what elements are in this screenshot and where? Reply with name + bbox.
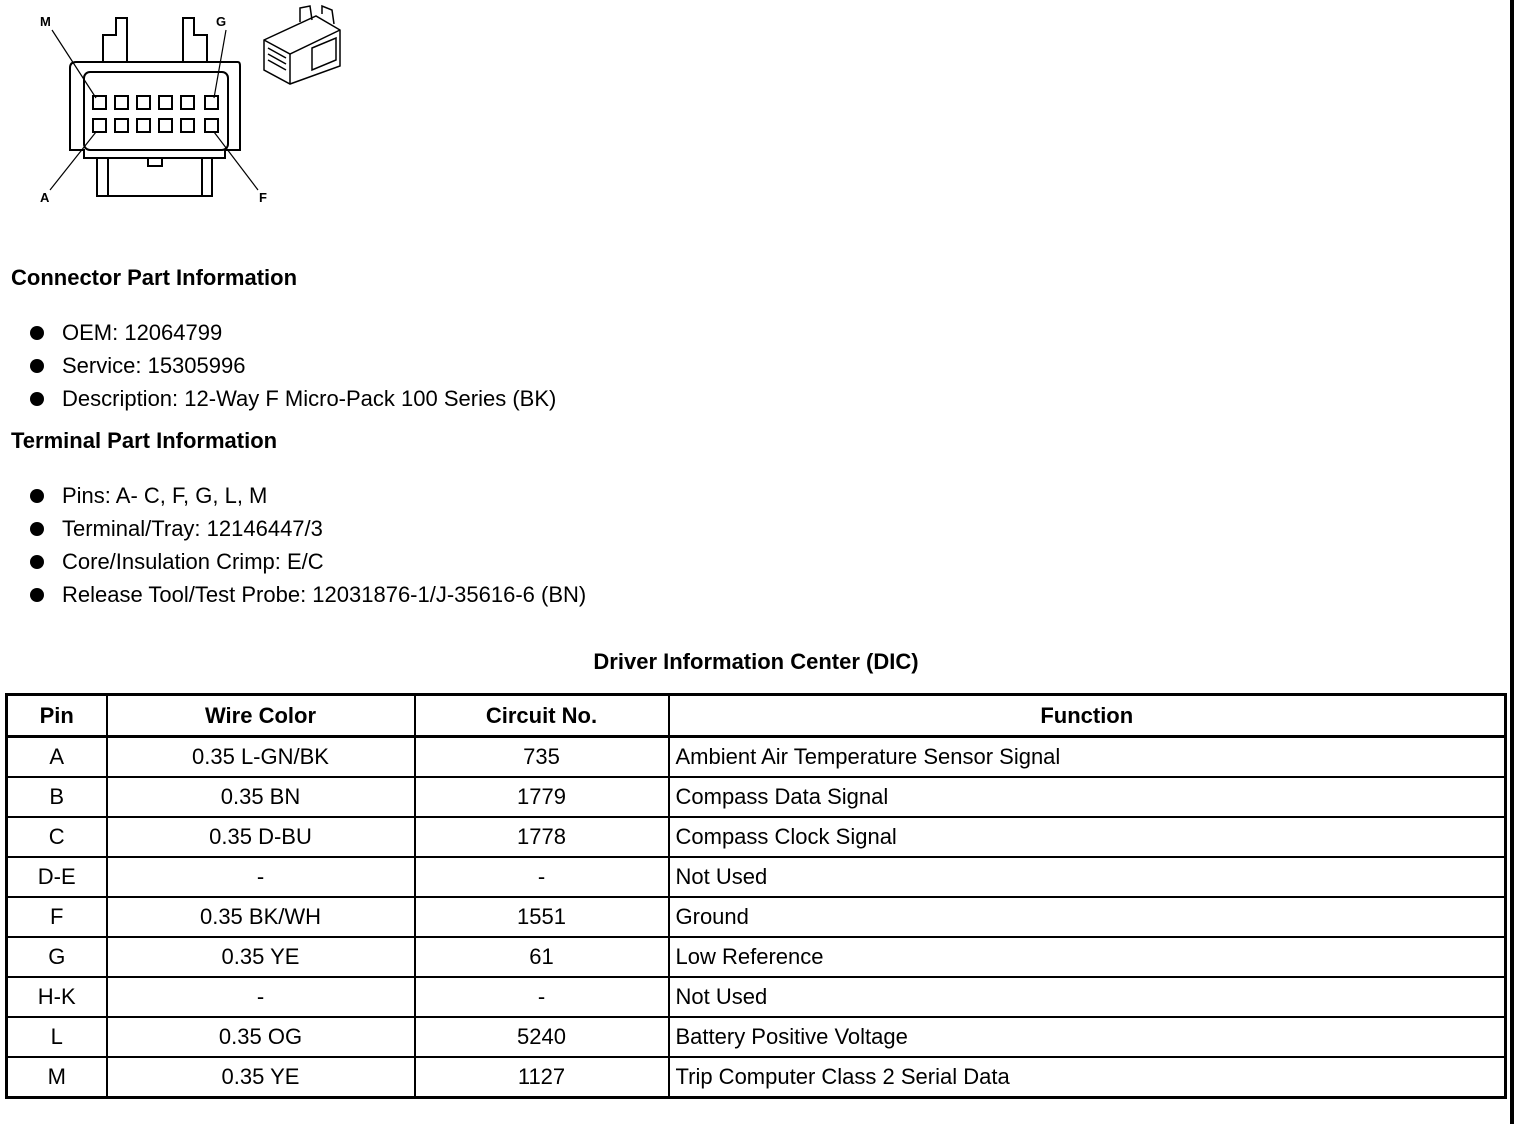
cell-pin: A bbox=[7, 737, 107, 778]
pin-label-m: M bbox=[40, 14, 51, 29]
cell-wire-color: - bbox=[107, 857, 415, 897]
list-item bbox=[30, 545, 586, 578]
table-row bbox=[7, 937, 1506, 977]
cell-pin: G bbox=[7, 937, 107, 977]
terminal-info-list bbox=[30, 479, 586, 611]
cell-pin: H-K bbox=[7, 977, 107, 1017]
pin-label-g: G bbox=[216, 14, 227, 29]
cell-pin: M bbox=[7, 1057, 107, 1098]
cell-circuit-no: 1778 bbox=[415, 817, 669, 857]
table-row bbox=[7, 857, 1506, 897]
table-row bbox=[7, 737, 1506, 778]
terminal-info-item: Terminal/Tray: 12146447/3 bbox=[62, 516, 323, 541]
bullet-icon bbox=[30, 392, 44, 406]
pin-label-a: A bbox=[40, 190, 50, 205]
terminal-info-heading: Terminal Part Information bbox=[11, 428, 278, 453]
cell-wire-color: 0.35 YE bbox=[107, 1057, 415, 1098]
cell-circuit-no: 1551 bbox=[415, 897, 669, 937]
cell-circuit-no: 61 bbox=[415, 937, 669, 977]
connector-info-item: Description: 12-Way F Micro-Pack 100 Series (BK) bbox=[62, 386, 557, 411]
cell-pin: B bbox=[7, 777, 107, 817]
cell-circuit-no: 1779 bbox=[415, 777, 669, 817]
bullet-icon bbox=[30, 555, 44, 569]
cell-pin: L bbox=[7, 1017, 107, 1057]
bullet-icon bbox=[30, 326, 44, 340]
connector-info-item: Service: 15305996 bbox=[62, 353, 246, 378]
table-row bbox=[7, 1057, 1506, 1098]
table-header-row bbox=[7, 695, 1506, 737]
list-item bbox=[30, 479, 586, 512]
cell-function: Compass Data Signal bbox=[669, 777, 1506, 817]
list-item bbox=[30, 349, 556, 382]
cell-pin: F bbox=[7, 897, 107, 937]
connector-info-item: OEM: 12064799 bbox=[62, 320, 223, 345]
cell-circuit-no: 735 bbox=[415, 737, 669, 778]
cell-circuit-no: - bbox=[415, 857, 669, 897]
connector-diagram bbox=[0, 0, 360, 215]
bullet-icon bbox=[30, 489, 44, 503]
list-item bbox=[30, 512, 586, 545]
list-item bbox=[30, 578, 586, 611]
cell-function: Compass Clock Signal bbox=[669, 817, 1506, 857]
cell-wire-color: 0.35 D-BU bbox=[107, 817, 415, 857]
cell-circuit-no: 5240 bbox=[415, 1017, 669, 1057]
column-header-pin: Pin bbox=[7, 695, 107, 737]
cell-function: Not Used bbox=[669, 857, 1506, 897]
cell-function: Battery Positive Voltage bbox=[669, 1017, 1506, 1057]
cell-wire-color: 0.35 YE bbox=[107, 937, 415, 977]
table-row bbox=[7, 817, 1506, 857]
cell-function: Low Reference bbox=[669, 937, 1506, 977]
cell-wire-color: 0.35 OG bbox=[107, 1017, 415, 1057]
list-item bbox=[30, 382, 556, 415]
terminal-info-item: Release Tool/Test Probe: 12031876-1/J-35616-6 (BN) bbox=[62, 582, 587, 607]
cell-wire-color: - bbox=[107, 977, 415, 1017]
list-item bbox=[30, 316, 556, 349]
bullet-icon bbox=[30, 359, 44, 373]
cell-pin: C bbox=[7, 817, 107, 857]
column-header-wire-color: Wire Color bbox=[107, 695, 415, 737]
pinout-table bbox=[5, 693, 1507, 1099]
table-row bbox=[7, 897, 1506, 937]
cell-circuit-no: 1127 bbox=[415, 1057, 669, 1098]
terminal-info-item: Pins: A- C, F, G, L, M bbox=[62, 483, 268, 508]
terminal-info-item: Core/Insulation Crimp: E/C bbox=[62, 549, 324, 574]
bullet-icon bbox=[30, 522, 44, 536]
connector-info-list bbox=[30, 316, 556, 415]
cell-pin: D-E bbox=[7, 857, 107, 897]
connector-info-heading: Connector Part Information bbox=[11, 265, 298, 290]
cell-circuit-no: - bbox=[415, 977, 669, 1017]
cell-wire-color: 0.35 BN bbox=[107, 777, 415, 817]
pin-label-f: F bbox=[259, 190, 267, 205]
table-title: Driver Information Center (DIC) bbox=[593, 649, 919, 674]
table-row bbox=[7, 777, 1506, 817]
cell-function: Trip Computer Class 2 Serial Data bbox=[669, 1057, 1506, 1098]
page-right-border bbox=[1510, 0, 1514, 1124]
column-header-function: Function bbox=[669, 695, 1506, 737]
table-row bbox=[7, 1017, 1506, 1057]
table-row bbox=[7, 977, 1506, 1017]
column-header-circuit-no: Circuit No. bbox=[415, 695, 669, 737]
cell-wire-color: 0.35 BK/WH bbox=[107, 897, 415, 937]
connector-face-drawing bbox=[0, 0, 360, 215]
cell-wire-color: 0.35 L-GN/BK bbox=[107, 737, 415, 778]
bullet-icon bbox=[30, 588, 44, 602]
cell-function: Not Used bbox=[669, 977, 1506, 1017]
cell-function: Ambient Air Temperature Sensor Signal bbox=[669, 737, 1506, 778]
cell-function: Ground bbox=[669, 897, 1506, 937]
connector-iso-view bbox=[264, 6, 340, 84]
